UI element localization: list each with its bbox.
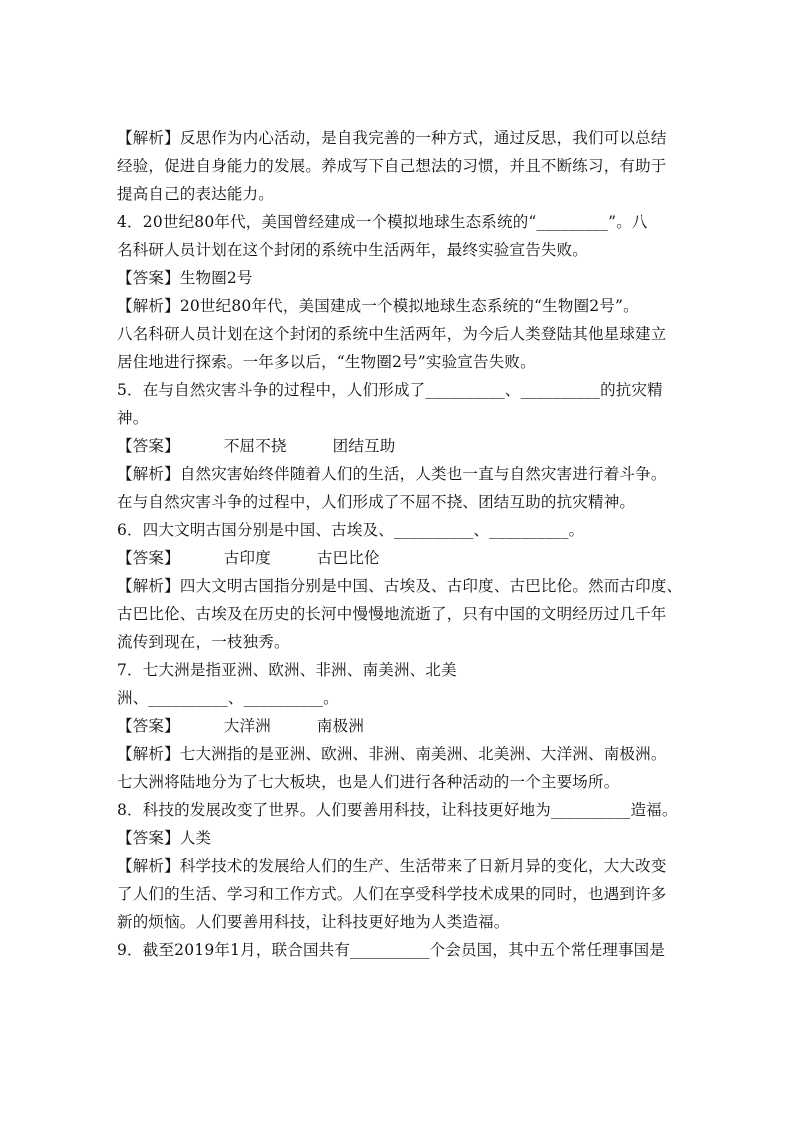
analysis-tag: 【解析】 — [117, 745, 180, 763]
question-4-line-2: 名科研人员计划在这个封闭的系统中生活两年，最终实验宣告失败。 — [117, 241, 589, 259]
question-4-line-1: 4．20世纪80年代，美国曾经建成一个模拟地球生态系统的“_________”。八 — [117, 213, 648, 231]
analysis-tag: 【解析】 — [117, 857, 180, 875]
analysis-8-line-1: 【解析】科学技术的发展给人们的生产、生活带来了日新月异的变化，大大改变 — [117, 857, 667, 875]
answer-tag: 【答案】 — [117, 549, 180, 567]
answer-6: 【答案】 古印度 古巴比伦 — [117, 549, 380, 567]
analysis-6-line-2: 古巴比伦、古埃及在历史的长河中慢慢地流逝了，只有中国的文明经历过几千年 — [117, 605, 667, 623]
document-body — [117, 124, 685, 964]
analysis-7-line-1: 【解析】七大洲指的是亚洲、欧洲、非洲、南美洲、北美洲、大洋洲、南极洲。 — [117, 745, 667, 763]
analysis-tag: 【解析】 — [117, 465, 180, 483]
analysis-3-line-2: 经验，促进自身能力的发展。养成写下自己想法的习惯，并且不断练习，有助于 — [117, 157, 667, 175]
question-9-line-1: 9．截至2019年1月，联合国共有__________个会员国，其中五个常任理事国是 — [117, 941, 666, 959]
question-5-line-2: 神。 — [117, 409, 149, 427]
analysis-7-line-2: 七大洲将陆地分为了七大板块，也是人们进行各种活动的一个主要场所。 — [117, 773, 620, 791]
analysis-8-line-2: 了人们的生活、学习和工作方式。人们在享受科学技术成果的同时，也遇到许多 — [117, 885, 667, 903]
analysis-8-line-3: 新的烦恼。人们要善用科技，让科技更好地为人类造福。 — [117, 913, 510, 931]
analysis-tag: 【解析】 — [117, 297, 180, 315]
analysis-4-line-1: 【解析】20世纪80年代，美国建成一个模拟地球生态系统的“生物圈2号”。 — [117, 297, 639, 315]
question-8: 8．科技的发展改变了世界。人们要善用科技，让科技更好地为__________造福。 — [117, 801, 678, 819]
question-5-line-1: 5．在与自然灾害斗争的过程中，人们形成了__________、__________的抗灾精 — [117, 381, 663, 399]
answer-4: 【答案】生物圈2号 — [117, 269, 253, 287]
analysis-tag: 【解析】 — [117, 129, 180, 147]
answer-tag: 【答案】 — [117, 717, 180, 735]
question-6: 6．四大文明古国分别是中国、古埃及、__________、__________。 — [117, 521, 585, 539]
analysis-6-line-1: 【解析】四大文明古国指分别是中国、古埃及、古印度、古巴比伦。然而古印度、 — [117, 577, 683, 595]
question-7-line-1: 7．七大洲是指亚洲、欧洲、非洲、南美洲、北美 — [117, 661, 457, 679]
answer-7: 【答案】 大洋洲 南极洲 — [117, 717, 365, 735]
analysis-4-line-2: 八名科研人员计划在这个封闭的系统中生活两年，为今后人类登陆其他星球建立 — [117, 325, 667, 343]
answer-tag: 【答案】 — [117, 269, 180, 287]
answer-5: 【答案】 不屈不挠 团结互助 — [117, 437, 396, 455]
analysis-tag: 【解析】 — [117, 577, 180, 595]
analysis-5-line-2: 在与自然灾害斗争的过程中，人们形成了不屈不挠、团结互助的抗灾精神。 — [117, 493, 636, 511]
answer-tag: 【答案】 — [117, 437, 180, 455]
analysis-3-line-3: 提高自己的表达能力。 — [117, 185, 275, 203]
analysis-6-line-3: 流传到现在，一枝独秀。 — [117, 633, 290, 651]
analysis-3-line-1: 【解析】反思作为内心活动，是自我完善的一种方式，通过反思，我们可以总结 — [117, 129, 667, 147]
question-7-line-2: 洲、__________、__________。 — [117, 689, 339, 707]
analysis-5-line-1: 【解析】自然灾害始终伴随着人们的生活，人类也一直与自然灾害进行着斗争。 — [117, 465, 667, 483]
analysis-4-line-3: 居住地进行探索。一年多以后，“生物圈2号”实验宣告失败。 — [117, 353, 536, 371]
answer-tag: 【答案】 — [117, 829, 180, 847]
answer-8: 【答案】人类 — [117, 829, 212, 847]
